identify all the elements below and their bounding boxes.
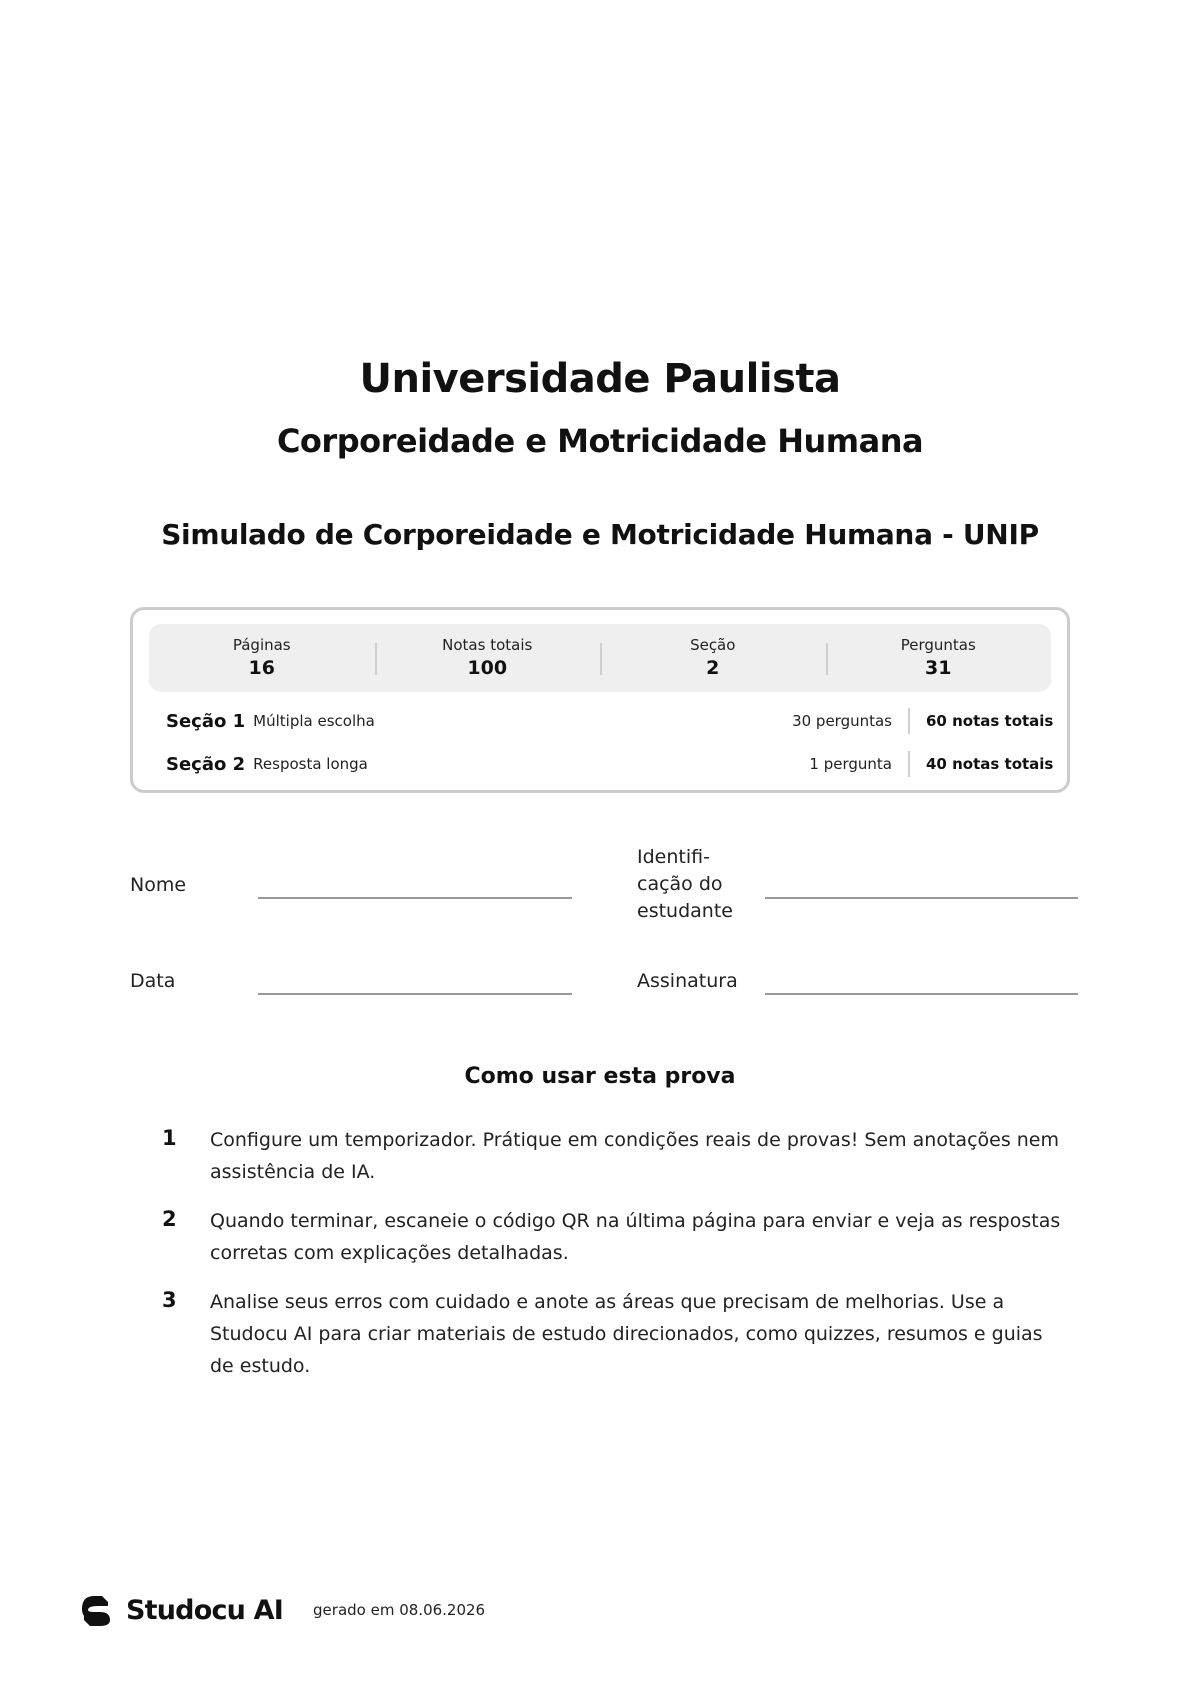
stat-label: Seção bbox=[690, 636, 736, 654]
step-number: 2 bbox=[162, 1207, 177, 1231]
step-text: Analise seus erros com cuidado e anote as áreas que precisam de melhorias. Use a Studocu AI para criar materiais de estudo direcionados, como quizzes, resumos e guias de estudo. bbox=[210, 1291, 1043, 1377]
date-label: Data bbox=[130, 970, 176, 992]
signature-label: Assinatura bbox=[637, 970, 738, 992]
stat-value: 31 bbox=[925, 657, 952, 679]
section-question-count: 1 pergunta bbox=[809, 755, 892, 773]
exam-title: Simulado de Corporeidade e Motricidade Humana - UNIP bbox=[161, 518, 1039, 551]
generated-date: gerado em 08.06.2026 bbox=[313, 1601, 486, 1619]
name-label: Nome bbox=[130, 874, 187, 896]
stat-questions bbox=[826, 624, 1052, 692]
section-name: Seção 2 bbox=[166, 753, 246, 775]
section-question-count: 30 perguntas bbox=[792, 712, 892, 730]
stat-value: 2 bbox=[706, 657, 720, 679]
step-text: Configure um temporizador. Prátique em condições reais de provas! Sem anotações nem assistência de IA. bbox=[210, 1129, 1060, 1183]
section-type: Resposta longa bbox=[253, 755, 368, 773]
stat-value: 16 bbox=[248, 657, 275, 679]
stat-total-marks bbox=[375, 624, 601, 692]
stats-bar bbox=[149, 624, 1051, 692]
signature-input-line[interactable] bbox=[765, 993, 1078, 995]
step-number: 1 bbox=[162, 1126, 177, 1150]
footer bbox=[78, 1592, 485, 1628]
stat-label: Páginas bbox=[232, 636, 291, 654]
section-type: Múltipla escolha bbox=[253, 712, 375, 730]
section-row-2 bbox=[166, 750, 1054, 778]
step-number: 3 bbox=[162, 1288, 177, 1312]
stat-label: Notas totais bbox=[442, 636, 533, 654]
course-title: Corporeidade e Motricidade Humana bbox=[276, 422, 924, 460]
name-input-line[interactable] bbox=[258, 897, 572, 899]
stat-value: 100 bbox=[467, 657, 508, 679]
section-marks: 60 notas totais bbox=[926, 712, 1054, 730]
instructions-title: Como usar esta prova bbox=[464, 1064, 736, 1089]
step-text: Quando terminar, escaneie o código QR na última página para enviar e veja as respostas corretas com explicações detalhadas. bbox=[210, 1210, 1061, 1264]
student-id-label: Identifi- cação do estudante bbox=[637, 846, 733, 922]
section-row-1 bbox=[166, 707, 1054, 735]
studocu-logo-icon bbox=[78, 1592, 114, 1628]
section-name: Seção 1 bbox=[166, 710, 246, 732]
date-input-line[interactable] bbox=[258, 993, 572, 995]
exam-summary-box bbox=[130, 607, 1070, 793]
stat-label: Perguntas bbox=[900, 636, 976, 654]
brand-name: Studocu AI bbox=[126, 1594, 284, 1626]
section-marks: 40 notas totais bbox=[926, 755, 1054, 773]
university-title: Universidade Paulista bbox=[359, 356, 841, 402]
student-id-input-line[interactable] bbox=[765, 897, 1078, 899]
stat-sections bbox=[600, 624, 826, 692]
stat-pages bbox=[149, 624, 375, 692]
